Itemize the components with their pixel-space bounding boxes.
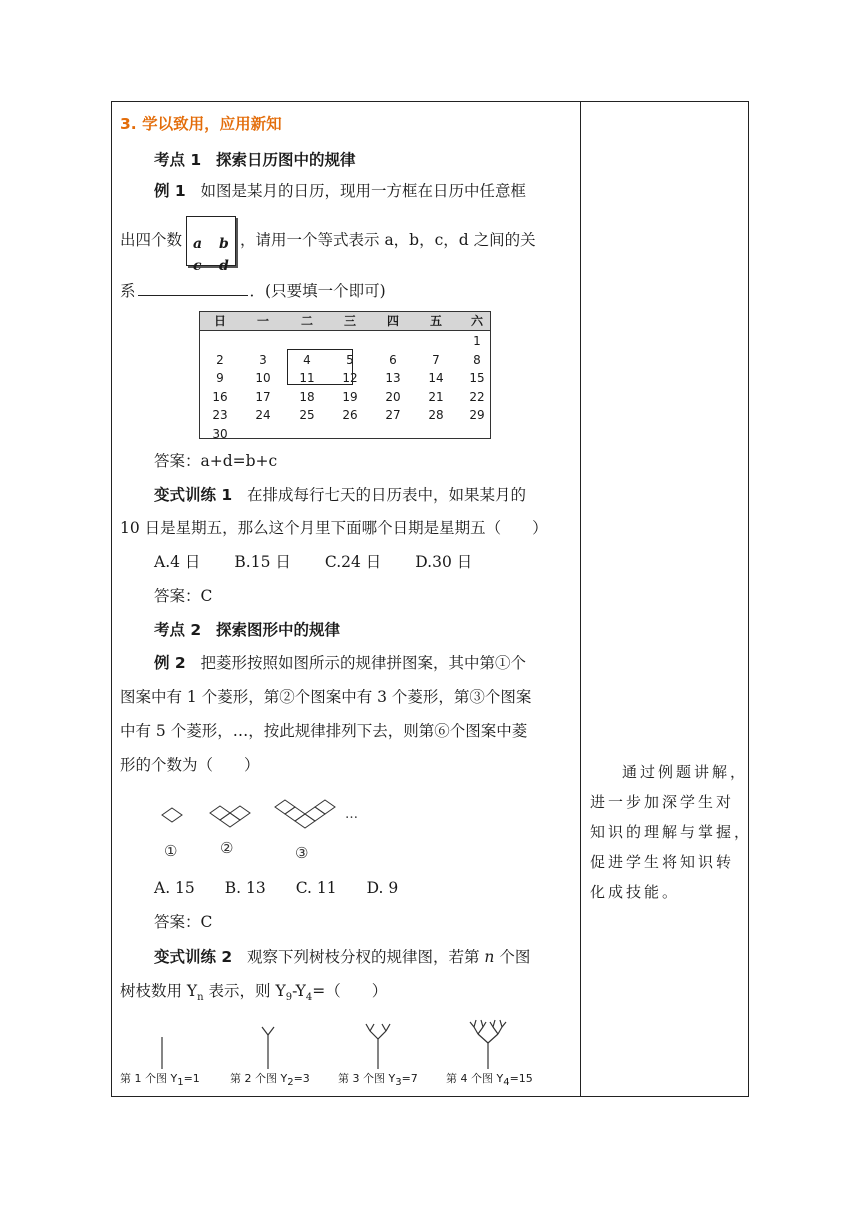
- example1-line1: 例 1 如图是某月的日历，现用一方框在日历中任意框: [154, 182, 526, 200]
- calendar-day-cell: 6: [389, 352, 397, 367]
- calendar-header-cell: 四: [386, 314, 399, 328]
- figure-label-2: ②: [220, 839, 234, 857]
- rhombus-shape: [210, 806, 230, 820]
- design-note-line: 促进学生将知识转: [590, 853, 735, 871]
- design-note: [590, 757, 753, 907]
- calendar-header-cell: 二: [300, 314, 313, 328]
- tree-label-1: 第 1 个图 $Y_1=1$: [120, 1072, 200, 1089]
- calendar-header-cell: 六: [470, 314, 483, 328]
- abcd-box: a b c d: [186, 216, 236, 266]
- rhombus-shape: [230, 806, 250, 820]
- answer1: 答案：a+d=b+c: [154, 452, 278, 470]
- rhombus-shape: [305, 807, 325, 821]
- rhombus-pattern-figure: [152, 794, 372, 864]
- answer-blank: [138, 281, 248, 296]
- ellipsis-label: …: [345, 807, 358, 822]
- design-note-line: 化成技能。: [590, 883, 681, 901]
- calendar-day-cell: 7: [432, 352, 440, 367]
- calendar-day-cell: 24: [255, 408, 271, 422]
- calendar-day-cell: 14: [428, 371, 444, 385]
- calendar-day-cell: 21: [428, 389, 444, 404]
- example1-line2: 出四个数 a b c d ，请用一个等式表示 a，b，c，d 之间的关: [120, 216, 536, 266]
- answer2: 答案：C: [154, 913, 213, 931]
- content-column: [112, 102, 580, 1096]
- calendar-day-cell: 8: [473, 352, 481, 367]
- calendar-day-cell: 22: [469, 389, 485, 404]
- figure-label-1: ①: [164, 842, 178, 860]
- tree-label-3: 第 3 个图 $Y_3=7$: [338, 1072, 418, 1089]
- calendar-header-cell: 五: [429, 314, 442, 328]
- calendar-day-cell: 9: [216, 371, 224, 385]
- calendar-day-cell: 26: [342, 408, 358, 422]
- rhombus-shape: [275, 800, 295, 814]
- example2-line3: 中有 5 个菱形，…，按此规律排列下去，则第⑥个图案中菱: [120, 722, 528, 740]
- calendar-day-cell: 12: [342, 371, 358, 385]
- variant1-line1: 变式训练 1 在排成每行七天的日历表中，如果某月的: [154, 486, 526, 504]
- variant1-options: A.4 日 B.15 日 C.24 日 D.30 日: [154, 553, 473, 571]
- tree-label-2: 第 2 个图 $Y_2=3$: [230, 1072, 310, 1089]
- calendar-day-cell: 4: [303, 352, 311, 367]
- topic1-heading: 考点 1 探索日历图中的规律: [154, 151, 356, 169]
- calendar-day-cell: 29: [469, 408, 485, 422]
- section-title: 3. 学以致用，应用新知: [120, 115, 282, 133]
- calendar-day-cell: 15: [469, 371, 485, 385]
- example2-options: A. 15 B. 13 C. 11 D. 9: [154, 879, 399, 897]
- variant2-line2: 树枝数用 $Y_n$ 表示，则 $Y_9-Y_4=$（ ）: [120, 982, 388, 1004]
- rhombus-shape: [220, 813, 240, 827]
- calendar-header: [200, 312, 490, 331]
- calendar-day-cell: 5: [346, 352, 354, 367]
- calendar-header-cell: 日: [213, 314, 226, 328]
- tree-label-4: 第 4 个图 $Y_4=15$: [446, 1072, 533, 1089]
- calendar-header-cell: 三: [343, 314, 356, 328]
- rhombus-shape: [295, 814, 315, 828]
- tree-4-branches: [470, 1020, 506, 1043]
- calendar-day-cell: 10: [255, 371, 271, 385]
- calendar-day-cell: 27: [385, 408, 401, 422]
- calendar-day-cell: 1: [473, 334, 481, 348]
- calendar-day-cell: 19: [342, 389, 358, 404]
- design-note-line: 知识的理解与掌握，: [590, 823, 753, 841]
- calendar-day-cell: 3: [259, 352, 267, 367]
- calendar-selection-box: [287, 349, 353, 385]
- example2-line4: 形的个数为（ ）: [120, 756, 260, 774]
- calendar-day-cell: 20: [385, 389, 401, 404]
- answer-v1: 答案：C: [154, 587, 213, 605]
- topic2-heading: 考点 2 探索图形中的规律: [154, 621, 340, 639]
- calendar-day-cell: 18: [299, 389, 315, 404]
- rhombus-shape: [315, 800, 335, 814]
- tree-branching-figure: [112, 1017, 580, 1072]
- column-divider: [580, 102, 581, 1096]
- tree-2-branches: [262, 1027, 274, 1035]
- design-note-line: 通过例题讲解，: [622, 763, 749, 781]
- calendar-day-cell: 16: [212, 389, 228, 404]
- figure-label-3: ③: [295, 844, 309, 862]
- variant1-line2: 10 日是星期五，那么这个月里下面哪个日期是星期五（ ）: [120, 519, 548, 537]
- calendar-day-cell: 13: [385, 371, 401, 385]
- design-note-line: 进一步加深学生对: [590, 793, 735, 811]
- calendar-day-cell: 25: [299, 408, 315, 422]
- variant2-line1: 变式训练 2 观察下列树枝分杈的规律图，若第 n 个图: [154, 948, 531, 966]
- calendar-day-cell: 28: [428, 408, 444, 422]
- rhombus-shape: [285, 807, 305, 821]
- calendar-day-cell: 17: [255, 389, 271, 404]
- calendar-figure: [199, 311, 491, 439]
- calendar-header-cell: 一: [256, 314, 269, 328]
- calendar-day-cell: 11: [299, 371, 315, 385]
- lesson-table: [111, 101, 753, 1097]
- tree-3-branches: [366, 1024, 390, 1039]
- calendar-day-cell: 30: [212, 426, 228, 441]
- example2-line2: 图案中有 1 个菱形，第②个图案中有 3 个菱形，第③个图案: [120, 688, 532, 706]
- calendar-day-cell: 23: [212, 408, 228, 422]
- rhombus-shape: [162, 808, 182, 822]
- example2-line1: 例 2 把菱形按照如图所示的规律拼图案，其中第①个: [154, 654, 526, 672]
- calendar-day-cell: 2: [216, 352, 224, 367]
- example1-line3: 系 ．(只要填一个即可): [120, 282, 386, 300]
